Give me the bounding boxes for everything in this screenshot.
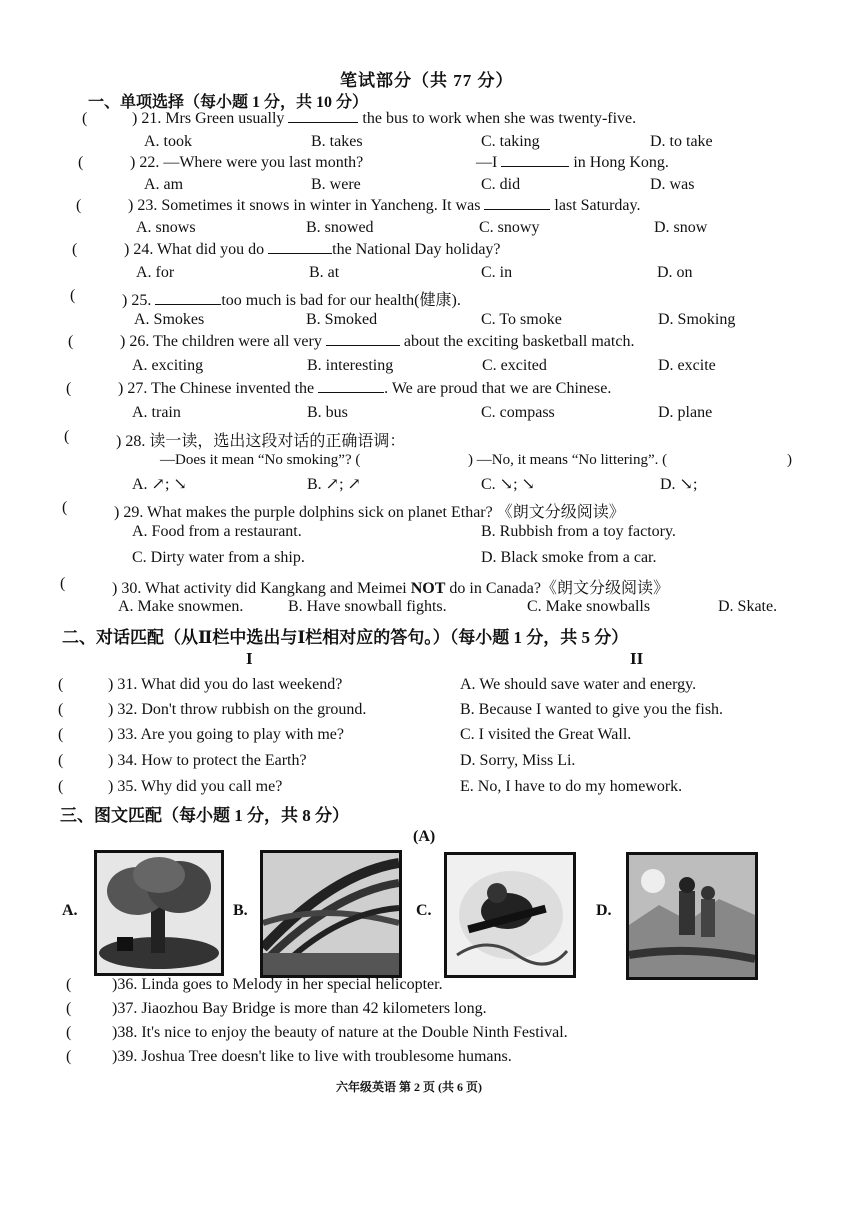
option: C. Make snowballs <box>527 598 651 615</box>
option: B. snowed <box>306 219 374 236</box>
question-24: ) 24. What did you do the National Day holiday? <box>124 241 501 258</box>
option: B. Have snowball fights. <box>288 598 447 615</box>
answer-paren: ( <box>76 197 82 214</box>
question-28-dialogue-2: ) —No, it means “No littering”. ( <box>468 452 668 468</box>
question-28-dialogue: —Does it mean “No smoking”? ( <box>160 452 361 468</box>
option: D. Black smoke from a car. <box>481 549 657 566</box>
answer-paren: ( <box>58 752 64 769</box>
match-left-33: ) 33. Are you going to play with me? <box>108 726 344 743</box>
option: B. interesting <box>307 357 394 374</box>
answer-paren: ( <box>62 499 68 516</box>
answer-paren: ( <box>58 726 64 743</box>
item-36: )36. Linda goes to Melody in her special helicopter. <box>112 976 443 993</box>
section-1-title: 一、单项选择（每小题 1 分，共 10 分） <box>88 94 369 111</box>
option: C. compass <box>481 404 555 421</box>
option: A. am <box>144 176 184 193</box>
match-right-a: A. We should save water and energy. <box>460 676 697 693</box>
option: A. exciting <box>132 357 204 374</box>
question-28-close: ) <box>787 452 792 468</box>
tree-picture <box>94 850 224 976</box>
bridge-picture <box>260 850 402 978</box>
answer-blank[interactable] <box>501 166 569 167</box>
option: C. Dirty water from a ship. <box>132 549 305 566</box>
option: A. train <box>132 404 181 421</box>
question-28: ) 28. 读一读，选出这段对话的正确语调： <box>116 433 406 450</box>
option: D. plane <box>658 404 713 421</box>
option: C. in <box>481 264 513 281</box>
option: A. for <box>136 264 175 281</box>
option: B. takes <box>311 133 363 150</box>
match-right-c: C. I visited the Great Wall. <box>460 726 632 743</box>
option: C. excited <box>482 357 547 374</box>
item-38: )38. It's nice to enjoy the beauty of nature at the Double Ninth Festival. <box>112 1024 568 1041</box>
section-3-title: 三、图文匹配（每小题 1 分，共 8 分） <box>60 806 349 825</box>
picture-label-a: A. <box>62 902 78 919</box>
festival-picture <box>626 852 758 980</box>
item-39: )39. Joshua Tree doesn't like to live with troublesome humans. <box>112 1048 512 1065</box>
option: A. snows <box>136 219 196 236</box>
question-26: ) 26. The children were all very about the exciting basketball match. <box>120 333 635 350</box>
option: A. took <box>144 133 192 150</box>
option: C. To smoke <box>481 311 562 328</box>
match-right-e: E. No, I have to do my homework. <box>460 778 683 795</box>
answer-paren: ( <box>58 778 64 795</box>
match-left-32: ) 32. Don't throw rubbish on the ground. <box>108 701 367 718</box>
option: B. bus <box>307 404 348 421</box>
option: C. taking <box>481 133 540 150</box>
question-25: ) 25. too much is bad for our health(健康). <box>122 292 461 309</box>
answer-paren: ( <box>78 154 84 171</box>
page-title: 笔试部分（共 77 分） <box>340 71 514 90</box>
option: D. to take <box>650 133 713 150</box>
option: B. at <box>309 264 340 281</box>
answer-blank[interactable] <box>268 253 332 254</box>
match-right-d: D. Sorry, Miss Li. <box>460 752 576 769</box>
answer-paren: ( <box>68 333 74 350</box>
question-30: ) 30. What activity did Kangkang and Meimei NOT do in Canada?《朗文分级阅读》 <box>112 580 669 597</box>
answer-paren: ( <box>60 575 66 592</box>
answer-paren: ( <box>72 241 78 258</box>
option: C. did <box>481 176 521 193</box>
answer-blank[interactable] <box>318 392 384 393</box>
picture-label-b: B. <box>233 902 248 919</box>
option: B. Rubbish from a toy factory. <box>481 523 676 540</box>
option: D. Skate. <box>718 598 778 615</box>
option: D. snow <box>654 219 708 236</box>
answer-paren: ( <box>82 110 88 127</box>
answer-paren: ( <box>58 676 64 693</box>
question-27: ) 27. The Chinese invented the . We are proud that we are Chinese. <box>118 380 612 397</box>
column-2-heading: II <box>630 649 644 668</box>
question-23: ) 23. Sometimes it snows in winter in Yancheng. It was last Saturday. <box>128 197 641 214</box>
option: D. excite <box>658 357 716 374</box>
column-1-heading: I <box>246 649 253 668</box>
question-22-answer: —I in Hong Kong. <box>476 154 669 171</box>
part-a-label: (A) <box>413 828 436 845</box>
answer-paren: ( <box>64 428 70 445</box>
answer-paren: ( <box>66 380 72 397</box>
option: A. ↗; ↘ <box>132 476 187 493</box>
answer-paren: ( <box>66 1000 72 1017</box>
match-left-34: ) 34. How to protect the Earth? <box>108 752 307 769</box>
question-22: ) 22. —Where were you last month? <box>130 154 364 171</box>
option: D. Smoking <box>658 311 736 328</box>
option: A. Make snowmen. <box>118 598 244 615</box>
picture-label-d: D. <box>596 902 612 919</box>
page-footer: 六年级英语 第 2 页 (共 6 页) <box>336 1080 482 1094</box>
option: B. Smoked <box>306 311 378 328</box>
answer-blank[interactable] <box>326 345 400 346</box>
match-right-b: B. Because I wanted to give you the fish. <box>460 701 724 718</box>
answer-paren: ( <box>66 1048 72 1065</box>
match-left-31: ) 31. What did you do last weekend? <box>108 676 343 693</box>
answer-blank[interactable] <box>288 122 358 123</box>
picture-label-c: C. <box>416 902 432 919</box>
section-2-title: 二、对话匹配（从Ⅱ栏中选出与Ⅰ栏相对应的答句。）（每小题 1 分，共 5 分） <box>62 628 629 647</box>
option: A. Food from a restaurant. <box>132 523 302 540</box>
answer-paren: ( <box>58 701 64 718</box>
option: D. ↘; <box>660 476 698 493</box>
option: D. was <box>650 176 695 193</box>
option: D. on <box>657 264 693 281</box>
option: C. snowy <box>479 219 540 236</box>
helicopter-picture <box>444 852 576 978</box>
question-21: ) 21. Mrs Green usually the bus to work when she was twenty-five. <box>132 110 637 127</box>
answer-paren: ( <box>66 1024 72 1041</box>
option: C. ↘; ↘ <box>481 476 535 493</box>
option: A. Smokes <box>134 311 205 328</box>
match-left-35: ) 35. Why did you call me? <box>108 778 283 795</box>
item-37: )37. Jiaozhou Bay Bridge is more than 42 kilometers long. <box>112 1000 487 1017</box>
answer-blank[interactable] <box>155 304 221 305</box>
answer-paren: ( <box>66 976 72 993</box>
option: B. ↗; ↗ <box>307 476 361 493</box>
answer-blank[interactable] <box>484 209 550 210</box>
question-29: ) 29. What makes the purple dolphins sick on planet Ethar? 《朗文分级阅读》 <box>114 504 625 521</box>
option: B. were <box>311 176 361 193</box>
answer-paren: ( <box>70 287 76 304</box>
